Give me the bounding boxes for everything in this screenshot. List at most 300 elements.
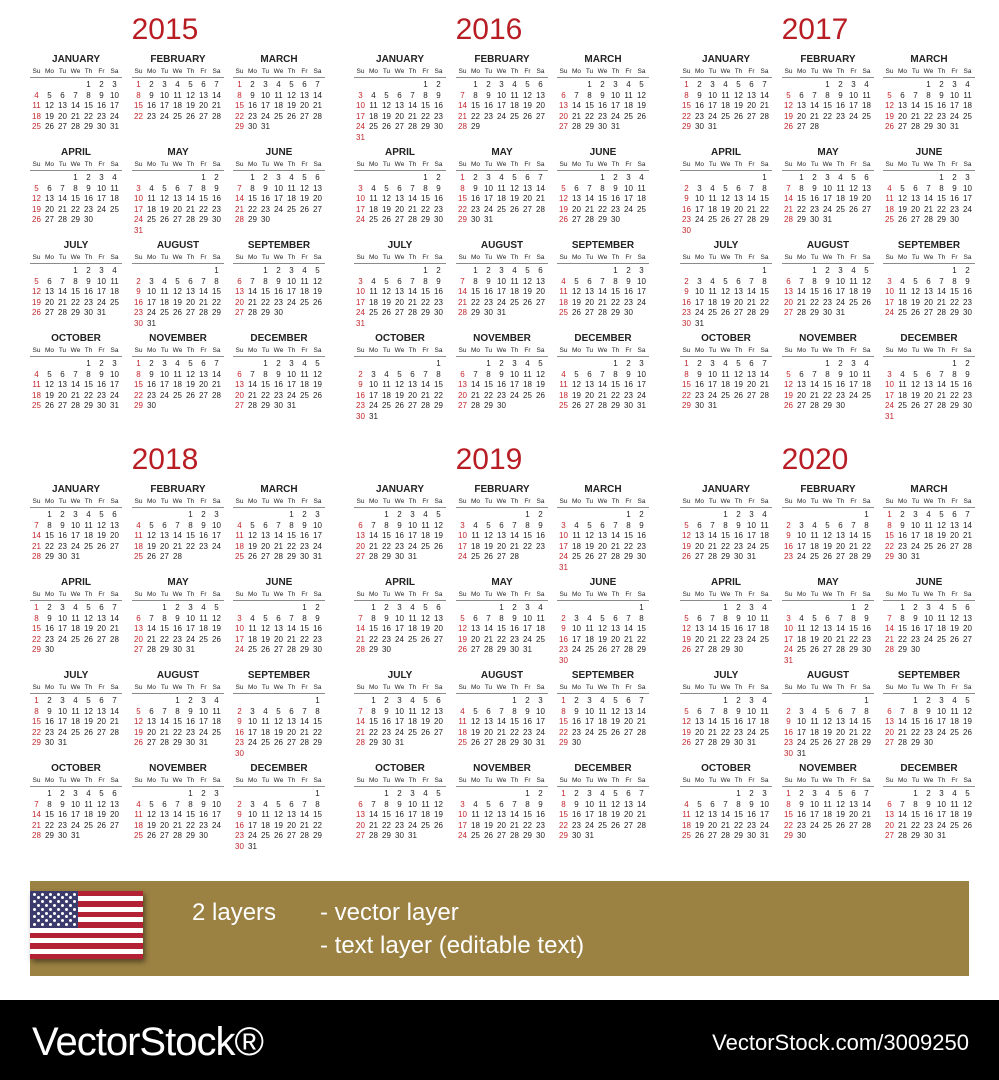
day-cell: 22 [84,111,93,121]
day-cell: 11 [471,810,480,820]
weekday-header: Mo [796,591,807,598]
weekday-header: Su [559,777,568,784]
day-cell: 7 [812,369,817,379]
day-cell: 16 [611,194,620,204]
day-cell: 22 [45,820,54,830]
day-cell: 7 [371,799,376,809]
day-cell: 6 [99,603,104,612]
day-cell: 13 [734,287,743,297]
day-cell: 2 [561,613,566,623]
day-cell: 4 [799,613,804,623]
day-cell: 18 [458,727,467,737]
weekday-header: Th [287,777,296,784]
month-name: OCTOBER [701,763,751,774]
day-cell: 9 [965,369,970,379]
weekday-header: We [597,254,608,261]
day-cell: 28 [147,645,156,655]
day-cell: 31 [356,319,365,328]
day-cell: 31 [836,308,845,318]
weekday-header: Sa [313,591,322,598]
day-cell: 9 [574,799,579,809]
day-cell: 27 [950,541,959,551]
day-cell: 7 [864,789,869,798]
day-cell: 17 [261,101,270,111]
year-calendar-2016 [324,10,654,440]
weekday-header: Fr [422,68,429,75]
day-cell: 19 [313,380,322,390]
weekday-header: Fr [850,498,857,505]
day-cell: 21 [369,820,378,830]
weekday-header: Tu [911,591,920,598]
weekday-header: We [822,161,833,168]
weekday-header: Mo [247,254,258,261]
header-rule [233,77,325,78]
weekday-header: We [496,498,507,505]
day-cell: 5 [188,359,193,368]
day-cell: 23 [186,727,195,737]
weekday-header: Sa [862,161,871,168]
weekday-header: Th [937,777,946,784]
day-cell: 21 [708,541,717,551]
weekday-header: Tu [911,254,920,261]
day-cell: 1 [371,696,376,705]
day-cell: 18 [924,531,933,541]
weekday-header: Tu [911,777,920,784]
month-name: JUNE [915,577,943,588]
day-cell: 2 [838,80,843,89]
day-cell: 27 [523,204,532,214]
day-cell: 24 [356,122,365,132]
day-cell: 12 [313,276,322,286]
day-cell: 22 [559,820,568,830]
day-cell: 14 [248,380,257,390]
day-cell: 6 [289,799,294,809]
day-cell: 19 [84,624,93,634]
day-cell: 27 [695,645,704,655]
month-name: JANUARY [702,54,750,65]
day-cell: 31 [747,552,756,562]
day-cell: 10 [199,706,208,716]
weekday-header: We [394,591,405,598]
day-cell: 17 [708,380,717,390]
day-cell: 27 [784,308,793,318]
day-cell: 16 [572,810,581,820]
day-cell: 29 [84,122,93,132]
day-cell: 23 [734,541,743,551]
day-cell: 27 [484,738,493,748]
month-name: DECEMBER [900,333,958,344]
day-cell: 13 [924,380,933,390]
weekday-header: We [172,161,183,168]
day-cell: 21 [885,634,894,644]
flag-star [73,908,76,911]
day-cell: 20 [695,727,704,737]
day-cell: 6 [436,603,441,612]
day-cell: 18 [369,204,378,214]
day-cell: 16 [598,101,607,111]
day-cell: 17 [611,101,620,111]
month-march [883,480,975,572]
day-cell: 29 [484,401,493,411]
day-cell: 17 [937,810,946,820]
weekday-header: Mo [44,684,55,691]
day-cell: 29 [471,308,480,318]
day-cell: 28 [797,308,806,318]
day-cell: 31 [110,122,119,132]
month-name: JANUARY [376,54,424,65]
day-cell: 19 [421,624,430,634]
day-cell: 10 [950,90,959,100]
day-cell: 21 [110,624,119,634]
day-cell: 14 [536,183,545,193]
day-cell: 21 [784,204,793,214]
day-cell: 27 [836,552,845,562]
day-cell: 17 [624,194,633,204]
day-cell: 14 [313,90,322,100]
day-cell: 5 [965,696,970,705]
weekday-header: Su [784,591,793,598]
weekday-header: Su [134,591,143,598]
weekday-header: Th [408,161,417,168]
weekday-header: Mo [44,254,55,261]
day-cell: 30 [274,401,283,411]
day-cell: 7 [214,359,219,368]
day-cell: 18 [585,634,594,644]
day-cell: 5 [289,80,294,89]
weekday-header: We [172,254,183,261]
day-cell: 16 [784,541,793,551]
day-cell: 8 [736,799,741,809]
day-cell: 23 [434,297,443,307]
day-cell: 15 [611,287,620,297]
day-cell: 20 [536,101,545,111]
day-cell: 29 [950,401,959,411]
day-cell: 16 [212,194,221,204]
header-rule [456,786,548,787]
day-cell: 26 [160,215,169,225]
day-cell: 14 [598,287,607,297]
day-cell: 29 [497,645,506,655]
day-cell: 2 [525,696,530,705]
day-cell: 6 [736,276,741,286]
day-cell: 2 [639,510,644,519]
day-cell: 5 [639,80,644,89]
day-cell: 30 [300,552,309,562]
day-cell: 15 [898,624,907,634]
weekday-header: Mo [897,254,908,261]
day-cell: 19 [160,204,169,214]
day-cell: 20 [160,541,169,551]
weekday-header: Mo [897,161,908,168]
weekday-header: We [70,68,81,75]
month-april [30,573,122,665]
day-cell: 21 [71,111,80,121]
day-cell: 8 [525,520,530,530]
day-cell: 24 [523,634,532,644]
weekday-header: Su [235,347,244,354]
day-cell: 10 [760,799,769,809]
weekday-header: Sa [963,161,972,168]
weekday-header: We [496,684,507,691]
day-cell: 26 [84,727,93,737]
day-cell: 21 [458,297,467,307]
day-cell: 17 [937,717,946,727]
day-cell: 28 [784,215,793,225]
day-cell: 12 [84,613,93,623]
day-cell: 16 [963,287,972,297]
day-cell: 6 [561,90,566,100]
day-cell: 22 [71,297,80,307]
day-cell: 4 [423,510,428,519]
month-june [557,143,649,235]
day-cell: 18 [287,194,296,204]
day-cell: 8 [512,706,517,716]
weekday-header: Fr [748,684,755,691]
day-cell: 8 [384,799,389,809]
month-april [354,573,446,665]
day-cell: 19 [950,624,959,634]
day-cell: 3 [587,789,592,798]
day-cell: 28 [611,552,620,562]
day-cell: 5 [315,359,320,368]
weekday-header: We [597,777,608,784]
day-cell: 26 [421,727,430,737]
day-cell: 17 [408,810,417,820]
day-cell: 27 [823,645,832,655]
day-cell: 23 [274,390,283,400]
day-cell: 26 [734,390,743,400]
day-cell: 9 [86,276,91,286]
day-cell: 11 [369,194,378,204]
day-cell: 6 [952,510,957,519]
day-cell: 9 [926,706,931,716]
day-cell: 6 [302,80,307,89]
day-cell: 2 [913,603,918,612]
day-cell: 12 [173,287,182,297]
day-cell: 13 [963,613,972,623]
weekday-header: Sa [110,68,119,75]
day-cell: 29 [823,401,832,411]
day-cell: 25 [510,111,519,121]
month-name: APRIL [61,577,91,588]
weekday-header: Fr [301,591,308,598]
day-cell: 11 [536,613,545,623]
day-cell: 13 [695,717,704,727]
day-cell: 21 [849,541,858,551]
day-cell: 28 [300,738,309,748]
day-cell: 1 [587,80,592,89]
weekday-header: We [720,161,731,168]
day-cell: 21 [797,297,806,307]
weekday-header: Tu [810,347,819,354]
month-february [132,480,224,572]
weekday-header: Th [408,591,417,598]
day-cell: 25 [369,215,378,225]
day-cell: 23 [598,111,607,121]
day-cell: 24 [611,111,620,121]
day-cell: 14 [708,531,717,541]
day-cell: 17 [823,194,832,204]
day-cell: 17 [212,810,221,820]
day-cell: 5 [302,173,307,182]
flag-star [73,915,76,918]
day-cell: 7 [175,799,180,809]
day-cell: 2 [149,80,154,89]
weekday-header: Tu [261,68,270,75]
day-cell: 2 [786,706,791,716]
weekday-header: Fr [200,591,207,598]
day-cell: 19 [536,380,545,390]
day-cell: 1 [762,266,767,275]
day-cell: 31 [523,645,532,655]
day-cell: 8 [639,613,644,623]
day-cell: 7 [499,706,504,716]
day-cell: 12 [611,799,620,809]
day-cell: 14 [248,287,257,297]
flag-star [37,904,40,907]
day-cell: 8 [762,276,767,286]
day-cell: 7 [613,520,618,530]
day-cell: 7 [410,183,415,193]
day-cell: 25 [173,111,182,121]
month-name: FEBRUARY [150,484,206,495]
day-cell: 6 [736,183,741,193]
day-cell: 31 [408,552,417,562]
day-cell: 29 [199,215,208,225]
day-cell: 4 [812,520,817,530]
weekday-header: Mo [694,684,705,691]
day-cell: 19 [97,810,106,820]
day-cell: 2 [812,173,817,182]
day-cell: 12 [695,810,704,820]
weekday-header: Fr [98,777,105,784]
year-title: 2018 [131,443,199,476]
day-cell: 28 [408,308,417,318]
day-cell: 2 [397,510,402,519]
day-cell: 14 [510,810,519,820]
day-cell: 10 [695,287,704,297]
day-cell: 26 [637,111,646,121]
weekday-header: Mo [571,777,582,784]
weekday-header: Fr [200,347,207,354]
day-cell: 31 [708,122,717,132]
day-cell: 20 [523,194,532,204]
day-cell: 1 [423,173,428,182]
day-cell: 31 [695,319,704,328]
day-cell: 2 [201,789,206,798]
day-cell: 12 [823,717,832,727]
day-cell: 5 [825,706,830,716]
weekday-header: We [496,347,507,354]
day-cell: 2 [302,510,307,519]
weekday-header: We [394,68,405,75]
day-cell: 6 [600,520,605,530]
day-cell: 9 [600,90,605,100]
day-cell: 23 [147,111,156,121]
header-rule [557,693,649,694]
day-cell: 28 [199,308,208,318]
day-cell: 13 [911,194,920,204]
day-cell: 27 [924,401,933,411]
day-cell: 27 [624,727,633,737]
day-cell: 1 [851,603,856,612]
header-rule [883,77,975,78]
day-cell: 8 [460,183,465,193]
day-cell: 27 [45,215,54,225]
weekday-header: Su [458,161,467,168]
weekday-header: Mo [44,591,55,598]
weekday-header: We [822,254,833,261]
day-cell: 23 [637,541,646,551]
day-cell: 7 [600,369,605,379]
day-cell: 4 [952,696,957,705]
weekday-header: Tu [708,347,717,354]
day-cell: 12 [637,90,646,100]
day-cell: 26 [484,831,493,841]
weekday-header: We [394,498,405,505]
day-cell: 30 [84,215,93,225]
day-cell: 20 [836,727,845,737]
day-cell: 12 [721,287,730,297]
day-cell: 14 [287,624,296,634]
weekday-header: Su [134,347,143,354]
day-cell: 23 [58,820,67,830]
day-cell: 10 [611,90,620,100]
flag-star [53,896,56,899]
day-cell: 24 [937,820,946,830]
day-cell: 1 [473,80,478,89]
day-cell: 11 [134,531,143,541]
day-cell: 9 [384,706,389,716]
day-cell: 9 [613,183,618,193]
day-cell: 28 [747,308,756,318]
day-cell: 23 [624,390,633,400]
weekday-header: Tu [58,591,67,598]
day-cell: 20 [695,634,704,644]
weekday-header: We [273,498,284,505]
day-cell: 21 [937,297,946,307]
day-cell: 29 [212,308,221,318]
day-cell: 17 [797,727,806,737]
day-cell: 8 [812,276,817,286]
weekday-header: Su [559,254,568,261]
day-cell: 25 [559,308,568,318]
day-cell: 10 [147,287,156,297]
day-cell: 24 [110,111,119,121]
day-cell: 26 [45,401,54,411]
day-cell: 31 [58,738,67,748]
day-cell: 30 [559,656,568,665]
weekday-header: Th [186,684,195,691]
day-cell: 18 [134,541,143,551]
day-cell: 6 [149,706,154,716]
weekday-header: Mo [470,161,481,168]
flag-star [33,908,36,911]
day-cell: 10 [369,380,378,390]
day-cell: 10 [836,276,845,286]
day-cell: 11 [624,90,633,100]
day-cell: 22 [523,820,532,830]
day-cell: 19 [784,390,793,400]
day-cell: 26 [382,215,391,225]
weekday-header: Mo [146,777,157,784]
day-cell: 28 [484,645,493,655]
day-cell: 12 [45,101,54,111]
day-cell: 19 [734,380,743,390]
day-cell: 20 [497,541,506,551]
day-cell: 20 [45,297,54,307]
weekday-header: Su [885,161,894,168]
